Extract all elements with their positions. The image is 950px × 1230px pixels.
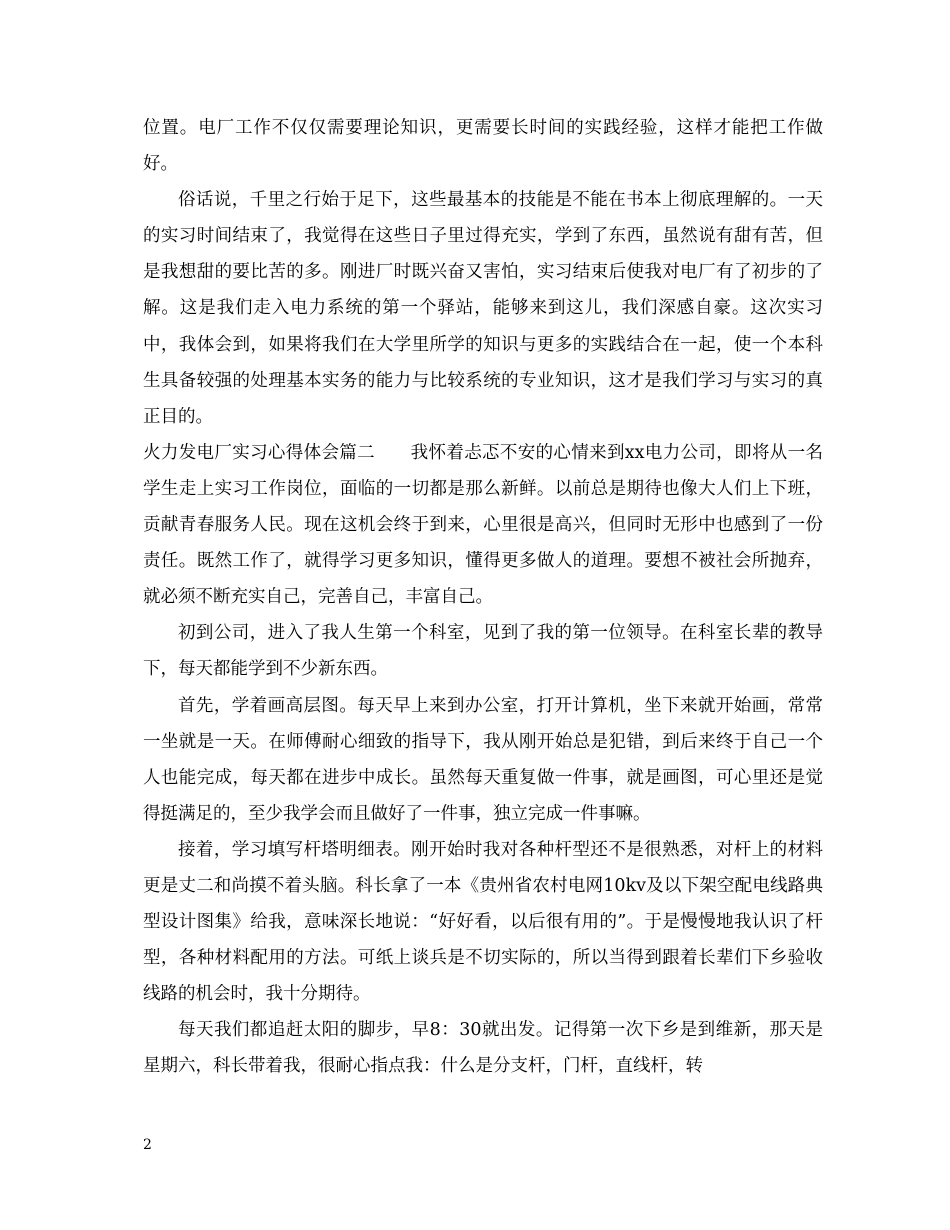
paragraph: 俗话说，千里之行始于足下，这些最基本的技能是不能在书本上彻底理解的。一天的实习时间结束了，我觉得在这些日子里过得充实，学到了东西，虽然说有甜有苦，但是我想甜的要比苦的多。刚进厂时既兴奋又害怕，实习结束后使我对电厂有了初步的了解。这是我们走入电力系统的第一个驿站，能够来到这儿，我们深感自豪。这次实习中，我体会到，如果将我们在大学里所学的知识与更多的实践结合在一起，使一个本科生具备较强的处理基本实务的能力与比较系统的专业知识，这才是我们学习与实习的真正目的。: [143, 190, 823, 427]
document-body: [143, 110, 823, 1085]
paragraph: 接着，学习填写杆塔明细表。刚开始时我对各种杆型还不是很熟悉，对杆上的材料更是丈二和尚摸不着头脑。科长拿了一本《贵州省农村电网10kv及以下架空配电线路典型设计图集》给我，意味深长地说：“好好看，以后很有用的”。于是慢慢地我认识了杆型，各种材料配用的方法。可纸上谈兵是不切实际的，所以当得到跟着长辈们下乡验收线路的机会时，我十分期待。: [143, 839, 823, 1005]
paragraph: 首先，学着画高层图。每天早上来到办公室，打开计算机，坐下来就开始画，常常一坐就是一天。在师傅耐心细致的指导下，我从刚开始总是犯错，到后来终于自己一个人也能完成，每天都在进步中成长。虽然每天重复做一件事，就是画图，可心里还是觉得挺满足的，至少我学会而且做好了一件事，独立完成一件事嘛。: [143, 695, 823, 824]
page-number: 2: [143, 1137, 152, 1153]
paragraph: 初到公司，进入了我人生第一个科室，见到了我的第一位领导。在科室长辈的教导下，每天都能学到不少新东西。: [143, 623, 823, 680]
paragraph-section-heading: 火力发电厂实习心得体会篇二 我怀着忐忑不安的心情来到xx电力公司，即将从一名学生走上实习工作岗位，面临的一切都是那么新鲜。以前总是期待也像大人们上下班，贡献青春服务人民。现在这机会终于到来，心里很是高兴，但同时无形中也感到了一份责任。既然工作了，就得学习更多知识，懂得更多做人的道理。要想不被社会所抛弃，就必须不断充实自己，完善自己，丰富自己。: [143, 442, 823, 608]
paragraph-continuation: 位置。电厂工作不仅仅需要理论知识，更需要长时间的实践经验，这样才能把工作做好。: [143, 118, 823, 175]
paragraph: 每天我们都追赶太阳的脚步，早8：30就出发。记得第一次下乡是到维新，那天是星期六，科长带着我，很耐心指点我：什么是分支杆，门杆，直线杆，转: [143, 1020, 823, 1077]
